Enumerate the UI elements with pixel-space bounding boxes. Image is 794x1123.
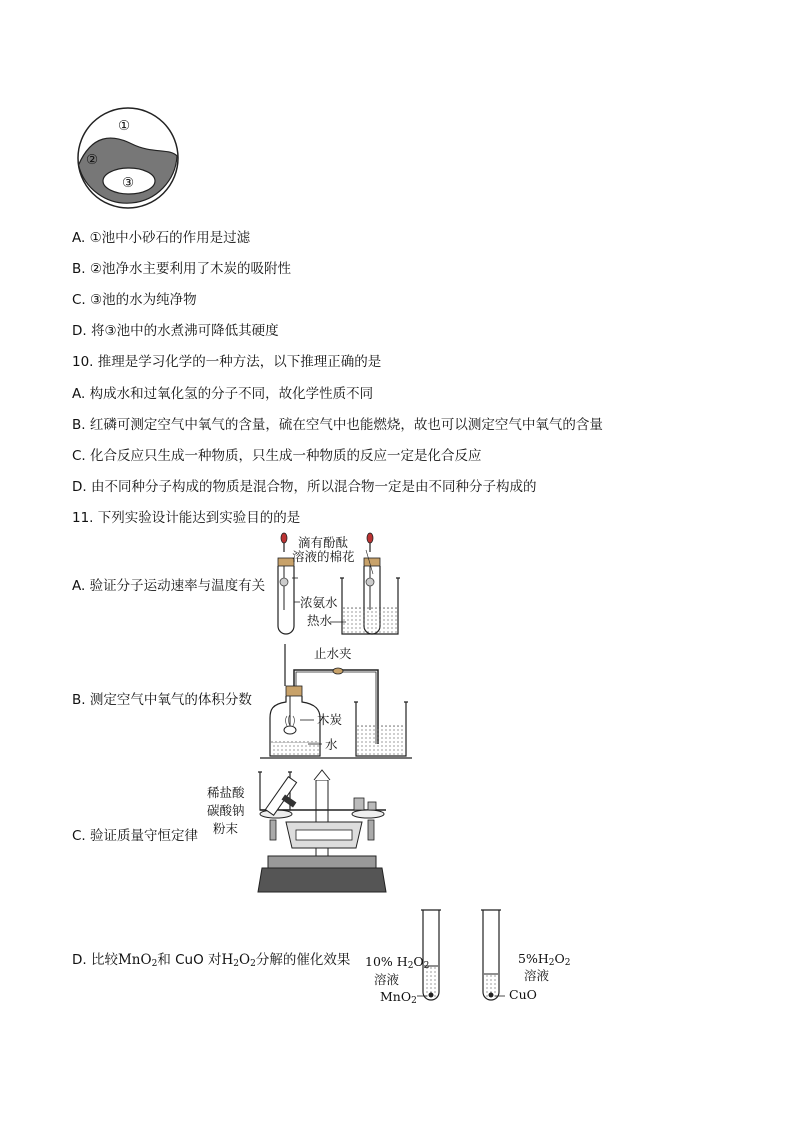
q10-stem: 10. 推理是学习化学的一种方法，以下推理正确的是	[72, 354, 382, 370]
q11-d-suffix: 分解的催化效果	[255, 952, 351, 968]
figD-right-conc: $5\%H_2O_2$	[518, 951, 571, 968]
figB-label-3: 水	[325, 737, 338, 752]
pool-label-2: ②	[86, 152, 99, 168]
q11-d-prefix: D. 比较	[72, 952, 118, 968]
figA-label-2: 溶液的棉花	[292, 549, 355, 564]
pool-label-1: ①	[118, 118, 131, 134]
figD-right-catalyst: CuO	[509, 987, 537, 1002]
figA-label-4: 热水	[307, 613, 333, 628]
q11-option-c: C. 验证质量守恒定律	[72, 828, 199, 844]
q10-option-d: D. 由不同种分子构成的物质是混合物，所以混合物一定是由不同种分子构成的	[72, 479, 537, 495]
figC-label-1: 稀盐酸	[207, 785, 245, 800]
q11-d-and: 和 CuO 对	[157, 952, 222, 968]
figure-c-balance	[256, 768, 392, 896]
figA-label-1: 滴有酚酞	[298, 535, 349, 550]
q10-option-b: B. 红磷可测定空气中氧气的含量，硫在空气中也能燃烧，故也可以测定空气中氧气的含量	[72, 417, 603, 433]
figA-label-3: 浓氨水	[300, 595, 338, 610]
q11-stem: 11. 下列实验设计能达到实验目的的是	[72, 510, 301, 526]
figB-label-1: 止水夹	[314, 646, 352, 661]
figC-label-2: 碳酸钠	[207, 803, 245, 818]
q11-option-b: B. 测定空气中氧气的体积分数	[72, 692, 252, 708]
figD-right-solution: 溶液	[524, 968, 550, 983]
figB-label-2: 木炭	[317, 712, 343, 727]
q9-option-d: D. 将③池中的水煮沸可降低其硬度	[72, 323, 279, 339]
q9-option-a: A. ①池中小砂石的作用是过滤	[72, 230, 251, 246]
q10-option-a: A. 构成水和过氧化氢的分子不同，故化学性质不同	[72, 386, 374, 402]
figD-left-solution: 溶液	[374, 972, 400, 987]
figC-label-3: 粉末	[213, 821, 239, 836]
pool-label-3: ③	[122, 175, 135, 191]
q11-d-mno2: MnO$_2$	[117, 952, 158, 969]
figD-left-catalyst: MnO$_2$	[380, 989, 417, 1006]
figD-left-conc: 10% $H_2O_2$	[365, 954, 430, 971]
q9-option-b: B. ②池净水主要利用了木炭的吸附性	[72, 261, 291, 277]
q11-option-a: A. 验证分子运动速率与温度有关	[72, 578, 266, 594]
q11-option-d	[72, 951, 350, 973]
q10-option-c: C. 化合反应只生成一种物质，只生成一种物质的反应一定是化合反应	[72, 448, 482, 464]
q9-option-c: C. ③池的水为纯净物	[72, 292, 197, 308]
q11-d-h2o2: $H_2O_2$	[221, 952, 256, 969]
